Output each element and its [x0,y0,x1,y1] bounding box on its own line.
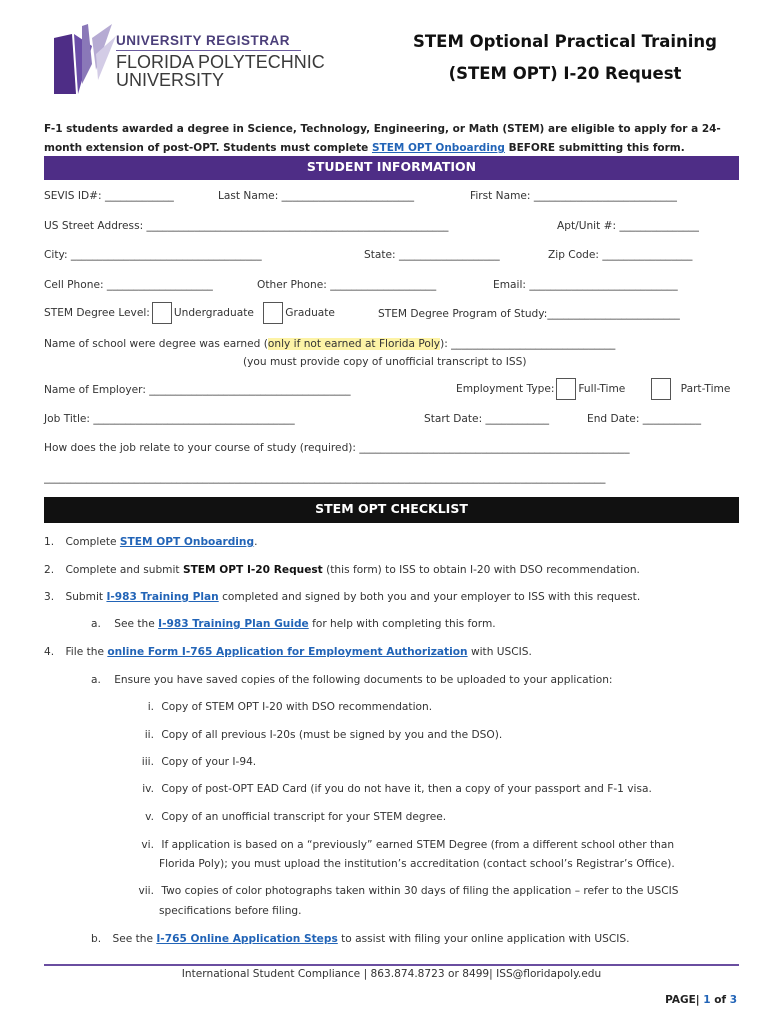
graduate-label: Graduate [285,307,335,319]
roman-num: i. [147,701,154,713]
page-of: of [710,994,730,1006]
doc-text: Copy of an unofficial transcript for your STEM degree. [161,811,447,823]
item-text: See the [114,618,159,630]
state-field[interactable]: State: ___________________ [364,249,500,261]
school-name-label: Name of school were degree was earned ( [44,338,268,350]
other-phone-field[interactable]: Other Phone: ____________________ [257,279,437,291]
roman-num: iii. [141,756,154,768]
transcript-note: (you must provide copy of unofficial transcript to ISS) [243,356,527,368]
apt-unit-field[interactable]: Apt/Unit #: _______________ [557,220,699,232]
i765-application-link[interactable]: online Form I-765 Application for Employment Authorization [107,646,468,658]
employer-name-field[interactable]: Name of Employer: ______________________________________ [44,384,351,396]
logo-registrar-text: UNIVERSITY REGISTRAR [116,33,291,48]
item-text: See the [112,933,157,945]
graduate-checkbox[interactable] [263,302,283,324]
form-title-line1: STEM Optional Practical Training [413,32,717,51]
degree-level-label: STEM Degree Level: [44,307,150,319]
roman-num: vi. [141,839,154,851]
checklist-item-3a [91,618,496,630]
student-information-heading: STUDENT INFORMATION [44,156,739,180]
start-date-field[interactable]: Start Date: ____________ [424,413,550,425]
doc-item-v [134,811,446,823]
page-current: 1 [703,994,711,1006]
employment-type-label: Employment Type: [456,383,555,395]
item-letter: b. [91,933,102,945]
item-number: 2. [44,564,55,576]
i983-guide-link[interactable]: I-983 Training Plan Guide [158,618,309,630]
job-relation-field[interactable]: How does the job relate to your course of study (required): ___________________________________________________ [44,442,630,454]
degree-level-row [44,302,335,324]
logo-line3: UNIVERSITY [116,70,225,90]
undergraduate-checkbox[interactable] [152,302,172,324]
full-time-checkbox[interactable] [556,378,576,400]
stem-opt-onboarding-link-2[interactable]: STEM OPT Onboarding [119,536,255,548]
page-total: 3 [729,994,737,1006]
item-text-end: with USCIS. [467,646,532,658]
doc-text: Two copies of color photographs taken within 30 days of filing the application – refer to the USCIS [161,885,679,897]
doc-text: Copy of STEM OPT I-20 with DSO recommendation. [161,701,433,713]
form-title-line2: (STEM OPT) I-20 Request [448,64,682,83]
item-text-end: to assist with filing your online application with USCIS. [337,933,630,945]
checklist-item-4b [91,933,629,945]
zip-code-field[interactable]: Zip Code: _________________ [548,249,693,261]
logo-mark-icon [52,24,122,100]
checklist-item-2 [44,564,640,576]
doc-item-vi-cont: Florida Poly); you must upload the institution’s accreditation (contact school’s Registrar’s Office). [159,858,675,870]
school-name-note-highlight: only if not earned at Florida Poly [267,338,441,350]
logo-divider [116,50,301,51]
stem-opt-checklist-heading: STEM OPT CHECKLIST [44,497,739,523]
item-text: Complete and submit [65,564,183,576]
cell-phone-field[interactable]: Cell Phone: ____________________ [44,279,213,291]
intro-text: F-1 students awarded a degree in Science, Technology, Engineering, or Math (STEM) are eligible to apply for a 24-month extension of post-OPT. Students must complete [44,123,721,154]
item-number: 3. [44,591,55,603]
sevis-id-field[interactable]: SEVIS ID#: _____________ [44,190,174,202]
item-letter: a. [91,618,101,630]
item-bold-text: STEM OPT I-20 Request [182,564,323,576]
item-text: Complete [65,536,120,548]
item-text-end: for help with completing this form. [308,618,496,630]
item-text-end: completed and signed by both you and your employer to ISS with this request. [218,591,641,603]
doc-item-vi [130,839,674,851]
street-address-field[interactable]: US Street Address: _________________________________________________________ [44,220,449,232]
doc-item-iv [130,783,652,795]
footer-contact: International Student Compliance | 863.874.8723 or 8499| ISS@floridapoly.edu [181,968,602,980]
school-name-field[interactable] [44,338,615,350]
doc-item-i [139,701,432,713]
item-text: Submit [65,591,107,603]
last-name-field[interactable]: Last Name: _________________________ [218,190,415,202]
doc-text: Copy of all previous I-20s (must be signed by you and the DSO). [161,729,503,741]
end-date-field[interactable]: End Date: ___________ [587,413,702,425]
job-title-field[interactable]: Job Title: ______________________________________ [44,413,295,425]
doc-text: Copy of post-OPT EAD Card (if you do not have it, then a copy of your passport and F-1 visa. [161,783,652,795]
doc-text: If application is based on a “previously” earned STEM Degree (from a different school other than [161,839,675,851]
doc-item-vii [126,885,678,897]
doc-text: Copy of your I-94. [161,756,257,768]
job-relation-line-2[interactable]: __________________________________________________________________________________________________________ [44,472,606,484]
logo-line2: FLORIDA POLYTECHNIC [116,52,325,72]
doc-item-ii [134,729,502,741]
item-number: 1. [44,536,55,548]
item-letter: a. [91,674,101,686]
full-time-label: Full-Time [578,383,626,395]
roman-num: iv. [142,783,154,795]
item-text: Ensure you have saved copies of the following documents to be uploaded to your application: [114,674,613,686]
degree-program-field[interactable]: STEM Degree Program of Study:_________________________ [378,308,680,320]
item-text: File the [65,646,108,658]
i983-training-plan-link[interactable]: I-983 Training Plan [106,591,219,603]
doc-item-iii [130,756,256,768]
email-field[interactable]: Email: ____________________________ [493,279,678,291]
checklist-item-4 [44,646,532,658]
roman-num: ii. [144,729,154,741]
page-label: PAGE| [665,994,704,1006]
school-name-line: ): _______________________________ [440,338,616,350]
logo-university-name [116,53,325,89]
part-time-label: Part-Time [680,383,731,395]
checklist-item-1 [44,536,257,548]
page-number [665,994,737,1006]
item-text-end: . [254,536,258,548]
stem-opt-onboarding-link[interactable]: STEM OPT Onboarding [371,142,505,154]
undergraduate-label: Undergraduate [173,307,254,319]
city-field[interactable]: City: ____________________________________ [44,249,262,261]
checklist-item-4a [91,674,613,686]
checklist-item-3 [44,591,640,603]
footer-divider [44,964,739,966]
doc-item-vii-cont: specifications before filing. [159,905,302,917]
item-number: 4. [44,646,55,658]
roman-num: vii. [138,885,154,897]
roman-num: v. [145,811,154,823]
intro-paragraph [44,120,744,158]
i765-online-steps-link[interactable]: I-765 Online Application Steps [156,933,338,945]
item-text-end: (this form) to ISS to obtain I-20 with DSO recommendation. [322,564,640,576]
employment-type-row [456,378,730,400]
first-name-field[interactable]: First Name: ___________________________ [470,190,677,202]
intro-text-end: BEFORE submitting this form. [504,142,685,154]
part-time-checkbox[interactable] [651,378,671,400]
